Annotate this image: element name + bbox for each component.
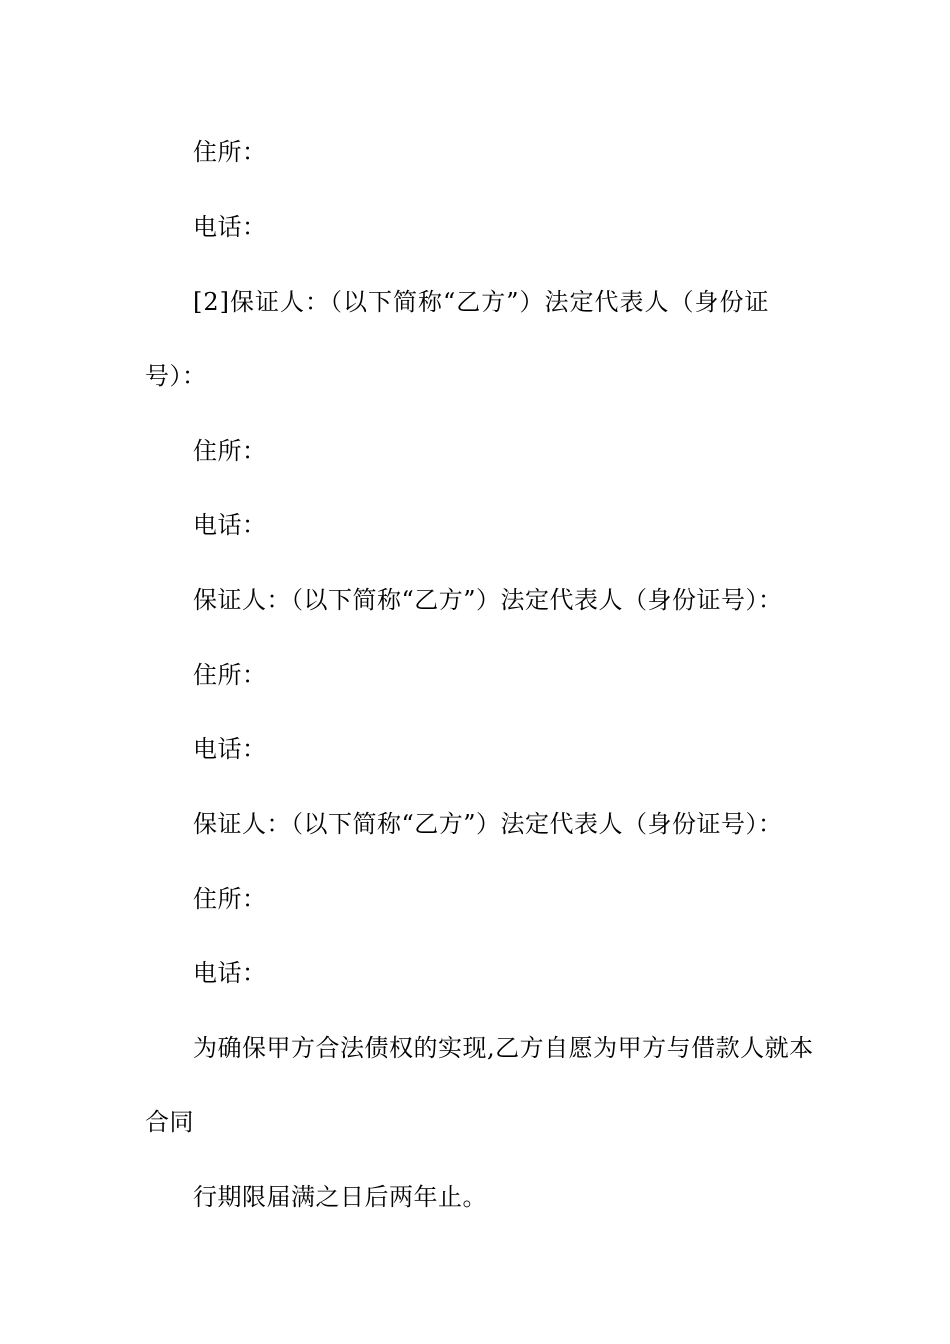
phone-label-1: 电话： — [193, 213, 267, 241]
phone-label-4: 电话： — [193, 959, 267, 987]
guarantor-3-line: 保证人：（以下简称“乙方”）法定代表人（身份证号）： — [193, 586, 783, 614]
guarantee-purpose-line: 为确保甲方合法债权的实现,乙方自愿为甲方与借款人就本 — [193, 1034, 814, 1062]
phone-label-2: 电话： — [193, 511, 267, 539]
phone-label-3: 电话： — [193, 735, 267, 763]
guarantee-purpose-line-cont: 合同 — [145, 1108, 194, 1136]
guarantee-period-line: 行期限届满之日后两年止。 — [193, 1183, 487, 1211]
guarantor-4-line: 保证人：（以下简称“乙方”）法定代表人（身份证号）： — [193, 810, 783, 838]
address-label-3: 住所： — [193, 661, 267, 689]
address-label-1: 住所： — [193, 138, 267, 166]
address-label-2: 住所： — [193, 437, 267, 465]
guarantor-2-line: [2]保证人：（以下简称“乙方”）法定代表人（身份证 — [193, 288, 770, 316]
address-label-4: 住所： — [193, 885, 267, 913]
guarantor-2-line-cont: 号）： — [145, 362, 207, 390]
